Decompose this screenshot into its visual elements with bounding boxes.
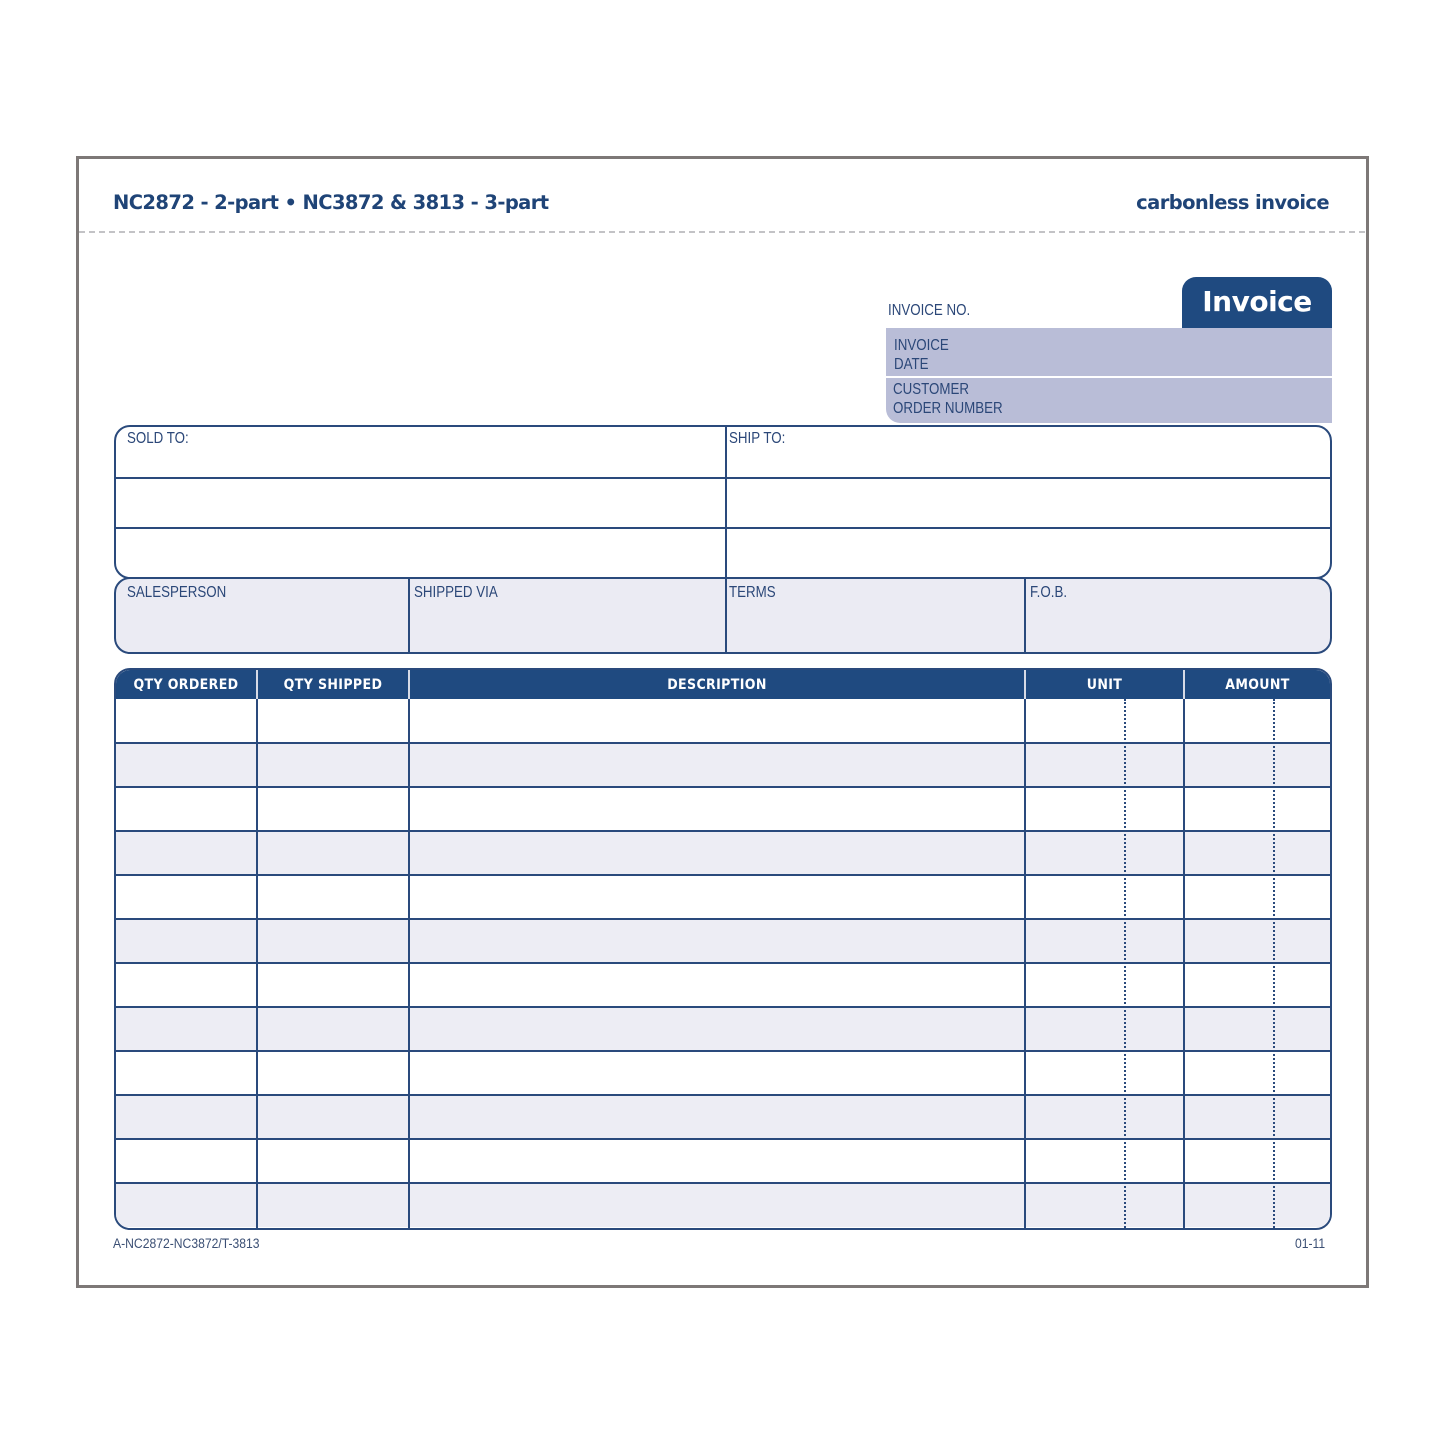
fob-field[interactable]	[1028, 581, 1324, 649]
cell-qty-ordered[interactable]	[116, 1139, 256, 1183]
cell-qty-ordered[interactable]	[116, 1183, 256, 1227]
ship-to-label: SHIP TO:	[729, 430, 786, 447]
cell-description[interactable]	[410, 919, 1024, 963]
row-divider	[116, 1182, 1330, 1184]
invoice-info-fields	[886, 328, 1332, 423]
row-divider	[116, 786, 1330, 788]
unit-cents-dotted-divider	[1124, 699, 1126, 1228]
customer-order-label-line2: ORDER NUMBER	[893, 400, 1003, 417]
cell-amount[interactable]	[1185, 1183, 1330, 1227]
cell-qty-shipped[interactable]	[258, 1007, 408, 1051]
column-divider	[1024, 699, 1026, 1228]
column-header-qty-ordered: QTY ORDERED	[133, 676, 239, 693]
cell-description[interactable]	[410, 1183, 1024, 1227]
cell-qty-shipped[interactable]	[258, 699, 408, 743]
field-divider	[886, 376, 1332, 378]
amount-cents-dotted-divider	[1273, 699, 1275, 1228]
cell-qty-shipped[interactable]	[258, 743, 408, 787]
cell-description[interactable]	[410, 1139, 1024, 1183]
ship-to-line-2[interactable]	[730, 480, 1325, 526]
cell-amount[interactable]	[1185, 1095, 1330, 1139]
cell-unit[interactable]	[1026, 743, 1183, 787]
cell-qty-shipped[interactable]	[258, 1051, 408, 1095]
revision-code: 01-11	[1295, 1236, 1326, 1251]
sold-to-label: SOLD TO:	[127, 430, 189, 447]
cell-unit[interactable]	[1026, 787, 1183, 831]
table-row	[116, 963, 1330, 1007]
cell-qty-shipped[interactable]	[258, 1095, 408, 1139]
header-divider	[408, 670, 410, 699]
cell-unit[interactable]	[1026, 875, 1183, 919]
cell-unit[interactable]	[1026, 1007, 1183, 1051]
row-divider	[116, 874, 1330, 876]
address-box	[114, 425, 1332, 579]
cell-qty-ordered[interactable]	[116, 1051, 256, 1095]
form-numbers-heading: NC2872 - 2-part • NC3872 & 3813 - 3-part	[113, 191, 549, 214]
column-divider	[1024, 579, 1026, 652]
row-divider	[116, 962, 1330, 964]
terms-field[interactable]	[729, 581, 1021, 649]
ship-to-line-1[interactable]	[806, 429, 1321, 475]
cell-qty-ordered[interactable]	[116, 963, 256, 1007]
row-divider	[116, 918, 1330, 920]
cell-qty-ordered[interactable]	[116, 1007, 256, 1051]
column-header-description: DESCRIPTION	[667, 676, 767, 693]
table-row	[116, 831, 1330, 875]
cell-amount[interactable]	[1185, 699, 1330, 743]
cell-qty-shipped[interactable]	[258, 875, 408, 919]
header-divider	[1183, 670, 1185, 699]
cell-description[interactable]	[410, 1095, 1024, 1139]
cell-unit[interactable]	[1026, 1183, 1183, 1227]
cell-amount[interactable]	[1185, 1007, 1330, 1051]
shipping-details-box	[114, 577, 1332, 654]
salesperson-label: SALESPERSON	[127, 584, 227, 601]
line-items-table	[114, 668, 1332, 1230]
cell-description[interactable]	[410, 831, 1024, 875]
table-row	[116, 1007, 1330, 1051]
customer-order-label-line1: CUSTOMER	[893, 381, 970, 398]
form-code: A-NC2872-NC3872/T-3813	[113, 1236, 260, 1251]
row-divider	[116, 830, 1330, 832]
sold-to-line-1[interactable]	[206, 429, 716, 475]
cell-description[interactable]	[410, 787, 1024, 831]
row-divider	[116, 742, 1330, 744]
cell-unit[interactable]	[1026, 1095, 1183, 1139]
table-header	[116, 670, 1330, 699]
invoice-no-label: INVOICE NO.	[888, 302, 971, 319]
sold-to-line-3[interactable]	[120, 530, 720, 574]
invoice-title-tab: Invoice	[1182, 277, 1332, 328]
table-row	[116, 1051, 1330, 1095]
cell-description[interactable]	[410, 743, 1024, 787]
cell-amount[interactable]	[1185, 919, 1330, 963]
shipped-via-label: SHIPPED VIA	[414, 584, 498, 601]
terms-label: TERMS	[729, 584, 776, 601]
invoice-date-label-line1: INVOICE	[894, 337, 949, 354]
table-row	[116, 1183, 1330, 1227]
cell-qty-shipped[interactable]	[258, 831, 408, 875]
cell-qty-shipped[interactable]	[258, 1139, 408, 1183]
address-line-divider	[116, 477, 1330, 479]
cell-amount[interactable]	[1185, 787, 1330, 831]
cell-qty-ordered[interactable]	[116, 699, 256, 743]
cell-unit[interactable]	[1026, 1139, 1183, 1183]
invoice-no-field[interactable]	[990, 290, 1175, 324]
product-type-heading: carbonless invoice	[1136, 191, 1329, 214]
cell-qty-ordered[interactable]	[116, 787, 256, 831]
address-line-divider	[116, 527, 1330, 529]
row-divider	[116, 1006, 1330, 1008]
row-divider	[116, 1094, 1330, 1096]
table-row	[116, 1095, 1330, 1139]
cell-unit[interactable]	[1026, 1051, 1183, 1095]
cell-qty-shipped[interactable]	[258, 919, 408, 963]
cell-description[interactable]	[410, 699, 1024, 743]
row-divider	[116, 1138, 1330, 1140]
customer-order-number-field[interactable]	[893, 380, 1020, 418]
cell-qty-shipped[interactable]	[258, 787, 408, 831]
invoice-date-label-line2: DATE	[894, 356, 929, 373]
table-row	[116, 1139, 1330, 1183]
cell-qty-ordered[interactable]	[116, 919, 256, 963]
column-header-amount: AMOUNT	[1225, 676, 1290, 693]
cell-unit[interactable]	[1026, 919, 1183, 963]
row-divider	[116, 1050, 1330, 1052]
perforation-line	[79, 231, 1365, 233]
column-divider	[408, 579, 410, 652]
cell-amount[interactable]	[1185, 831, 1330, 875]
address-column-divider	[725, 427, 727, 577]
cell-description[interactable]	[410, 1051, 1024, 1095]
table-row	[116, 919, 1330, 963]
table-row	[116, 743, 1330, 787]
cell-qty-shipped[interactable]	[258, 1183, 408, 1227]
cell-description[interactable]	[410, 1007, 1024, 1051]
column-divider	[408, 699, 410, 1228]
cell-unit[interactable]	[1026, 963, 1183, 1007]
cell-amount[interactable]	[1185, 963, 1330, 1007]
cell-qty-ordered[interactable]	[116, 1095, 256, 1139]
cell-unit[interactable]	[1026, 831, 1183, 875]
shipped-via-field[interactable]	[412, 581, 722, 649]
sold-to-line-2[interactable]	[120, 480, 720, 526]
table-row	[116, 787, 1330, 831]
salesperson-field[interactable]	[120, 581, 404, 649]
header-divider	[1024, 670, 1026, 699]
cell-amount[interactable]	[1185, 875, 1330, 919]
cell-qty-ordered[interactable]	[116, 875, 256, 919]
cell-qty-ordered[interactable]	[116, 743, 256, 787]
column-divider	[1183, 699, 1185, 1228]
cell-qty-shipped[interactable]	[258, 963, 408, 1007]
column-divider	[725, 579, 727, 652]
column-header-qty-shipped: QTY SHIPPED	[283, 676, 383, 693]
cell-unit[interactable]	[1026, 699, 1183, 743]
header-divider	[256, 670, 258, 699]
cell-amount[interactable]	[1185, 1051, 1330, 1095]
ship-to-line-3[interactable]	[730, 530, 1325, 574]
cell-description[interactable]	[410, 963, 1024, 1007]
column-divider	[256, 699, 258, 1228]
column-header-unit: UNIT	[1086, 676, 1123, 693]
cell-amount[interactable]	[1185, 1139, 1330, 1183]
table-row	[116, 699, 1330, 743]
table-row	[116, 875, 1330, 919]
cell-qty-ordered[interactable]	[116, 831, 256, 875]
cell-description[interactable]	[410, 875, 1024, 919]
cell-amount[interactable]	[1185, 743, 1330, 787]
fob-label: F.O.B.	[1030, 584, 1068, 601]
invoice-date-field[interactable]	[894, 336, 958, 374]
